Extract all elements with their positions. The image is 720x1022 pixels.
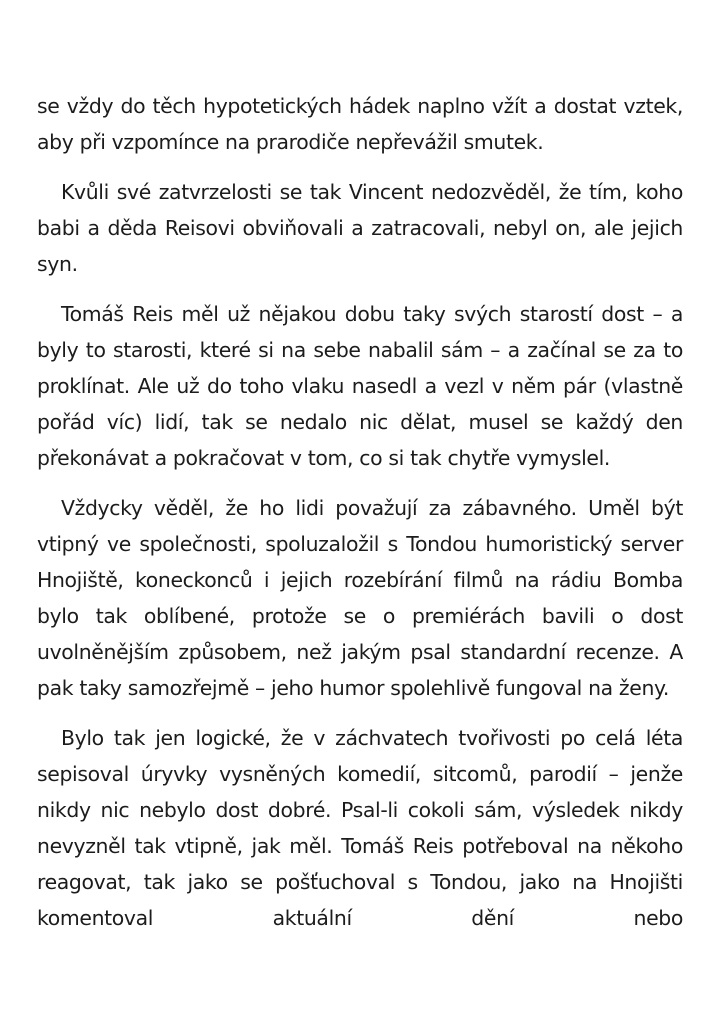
paragraph-4: Vždycky věděl, že ho lidi považují za zábavného. Uměl být vtipný ve společnosti, spoluzaložil s Tondou humoristický server Hnojiště, koneckonců i jejich rozebírání filmů na rádiu Bomba bylo tak oblíbené, protože se o premiérách bavili o dost uvolněnějším způsobem, než jakým psal standardní recenze. A pak taky samozřejmě – jeho humor spolehlivě fungoval na ženy. [37, 496, 683, 700]
paragraph-5: Bylo tak jen logické, že v záchvatech tvořivosti po celá léta sepisoval úryvky vysněných komedií, sitcomů, parodií – jenže nikdy nic nebylo dost dobré. Psal-li cokoli sám, výsledek nikdy nevyzněl tak vtipně, jak měl. Tomáš Reis potřeboval na někoho reagovat, tak jako se pošťuchoval s Tondou, jako na Hnojišti komentoval aktuální dění nebo [37, 726, 683, 930]
paragraph-2: Kvůli své zatvrzelosti se tak Vincent nedozvěděl, že tím, koho babi a děda Reisovi obviňovali a zatracovali, nebyl on, ale jejich syn. [37, 180, 683, 276]
paragraph-1: se vždy do těch hypotetických hádek naplno vžít a dostat vztek, aby při vzpomínce na prarodiče nepřevážil smutek. [37, 94, 683, 154]
body-text [37, 88, 683, 950]
paragraph-3: Tomáš Reis měl už nějakou dobu taky svých starostí dost – a byly to starosti, které si na sebe nabalil sám – a začínal se za to proklínat. Ale už do toho vlaku nasedl a vezl v něm pár (vlastně pořád víc) lidí, tak se nedalo nic dělat, musel se každý den překonávat a pokračovat v tom, co si tak chytře vymyslel. [37, 302, 683, 470]
